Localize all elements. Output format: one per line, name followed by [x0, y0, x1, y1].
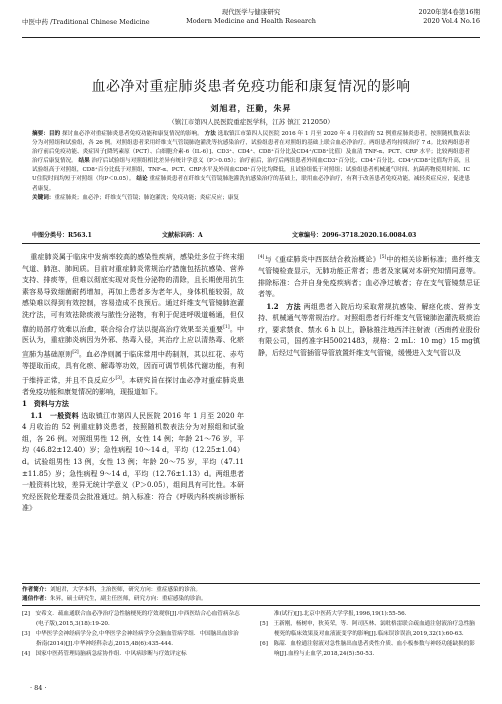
article-id: [292, 230, 416, 239]
intro-text-2: 。中医认为，重症肺炎病因为外邪、热毒入侵，其治疗上应以清热毒、化瘀宣肺为基础原则: [22, 324, 244, 359]
doc-code: [162, 230, 203, 239]
article-meta: [32, 230, 470, 239]
section-1-1-text: 选取镇江市第四人民医院 2016 年 1 月至 2020 年 4 月收治的 52 例重症肺炎患者，按照随机数表法分为对照组和试验组，各 26 例。对照组男性 12 例，女性 14 例；年龄 21～76 岁，平均（46.82±12.40）岁；急性病程 10～14 d，平均（12.25±1.04）d。试验组男性 13 例，女性 13 例；年龄 20～75 岁，平均（47.11±11.85）岁；急性病程 9～14 d，平均（12.76±1.13）d。两组患者一般资料比较，差异无统计学意义（P＞0.05），组间具有可比性。本研究经医院伦理委员会批准通过。纳入标准：符合《呼吸内科疾病诊断标准》: [22, 411, 245, 513]
section-1-1-cont: [258, 252, 480, 301]
id-label: 文章编号：: [292, 232, 323, 239]
abstract-label: 摘要：: [32, 131, 49, 137]
reference-item: [3] 中华医学会神经病学分会,中华医学会神经病学分会脑血管病学组．中国脑出血诊治指南(2014)[J].中华神经科杂志,2015,48(6):435-444.: [22, 631, 239, 647]
keywords-label: 关键词：: [32, 194, 55, 201]
clc-value: R563.1: [68, 232, 92, 239]
section-heading-1: 1 资料与方法: [22, 399, 69, 409]
reference-item: [6] 陈韶．血栓通注射液对急性脑出血患者炎性介质、血小板参数与神经功能缺损的影响[J].血栓与止血学,2018,24(5):50-53.: [260, 641, 475, 657]
result-text: 治疗后试验组与对照组相比差异有统计学意义（P＞0.05）；治疗前后，治疗后两组患者外周血CD3⁺百分比、CD4⁺百分比、CD4⁺/CD8⁺比值均升高，且试验组高于对照组，CD8⁺百分比低于对照组，TNF-α、PCT、CRP水平及外周血CD8⁺百分比均降低，且试验组低于对照组；试验组患者机械通气时间、抗菌药物使用时间、ICU住院时间均短于对照组（均P＜0.05）。: [32, 158, 471, 183]
journal-title-en: Modern Medicine and Health Research: [186, 17, 316, 25]
abstract: [32, 130, 470, 203]
article-title: 血必净对重症肺炎患者免疫功能和康复情况的影响: [91, 79, 411, 95]
section-1-2: [258, 301, 480, 360]
body-column-left: [22, 252, 244, 515]
abstract-rule: [22, 243, 480, 244]
header-section: 中医中药 /Traditional Chinese Medicine: [22, 18, 150, 26]
doc-value: A: [198, 232, 203, 239]
author-footnote: [22, 586, 482, 604]
footnote-rule: [22, 583, 480, 584]
conclusion-text: 重症肺炎患者在纤维支气管镜肺泡灌洗抗感染治疗的基础上，联用血必净治疗，有利于改善患者免疫功能，减轻炎症反应，促进患者康复。: [32, 176, 470, 192]
keywords-text: 重症肺炎；血必净；纤维支气管镜；肺泡灌洗；免疫功能；炎症反应；康复: [54, 194, 239, 201]
intro-text-3: 。血必净则属于临床常用中药制剂，其以红花、赤芍等提取而成，具有化瘀、解毒等功效，因而可调节机体代谢功能，有利于维持正常，并且不良反应少: [22, 350, 244, 384]
aim-label: 目的: [48, 131, 61, 137]
reference-item: [2] 安希文．疏血通联合血必净治疗急性脑梗死的疗效观察[J].中西医结合心血管病杂志(电子版),2015,3(18):19-20.: [22, 611, 240, 627]
clc-code: [32, 230, 92, 239]
reference-item: [4] 国家中医药管理局脑病急症协作组．中风病诊断与疗效评定标: [22, 651, 187, 657]
section-1-1-heading: 1.1 一般资料: [30, 410, 79, 420]
intro-text-4: 。本研究旨在探讨血必净对重症肺炎患者免疫功能和康复情况的影响，现报道如下。: [22, 375, 244, 396]
section-1-1-text-3: 中的相关诊断标准；患纤维支气管镜检查显示，无肺功能正常者；患者及家属对本研究知情同意等。排除标准：合并自身免疫疾病者；血必净过敏者；存在支气管镜禁忌证者等。: [258, 255, 481, 299]
author-note: [22, 586, 482, 595]
page-number: · 84 ·: [30, 684, 47, 692]
corresponding-text: 朱昇，硕士研究生，副主任医师，研究方向：重症感染的诊治。: [49, 596, 207, 602]
header-issue: [419, 8, 480, 26]
running-header: [22, 8, 480, 34]
references-left: [22, 609, 242, 659]
section-1-1: [22, 410, 244, 515]
header-rule: [22, 37, 480, 38]
author-list: 刘旭君，汪勤，朱昇: [210, 103, 292, 113]
result-label: 结果: [78, 158, 90, 165]
doc-label: 文献标识码：: [162, 232, 199, 239]
body-column-right: [258, 252, 480, 360]
corresponding-label: 通信作者：: [22, 596, 50, 602]
author-note-label: 作者简介：: [22, 587, 50, 593]
journal-title-cn: 现代医学与健康研究: [221, 8, 281, 16]
citation-2: [2]: [72, 350, 79, 356]
issue-en: 2020 Vol.4 No.16: [423, 17, 480, 25]
intro-paragraph: [22, 252, 244, 398]
citation-1: [1]: [223, 324, 230, 330]
intro-text-1: 重症肺炎属于临床中发病率较高的感染性疾病，感染灶多位于终末细气道、肺泡、肺间质。目前对重症肺炎常规治疗措施包括抗感染、营养支持、排痰等，但难以彻底实现对炎性分泌物的清除，且长期使用抗生素容易导致细菌耐药增加，再加上患者多为老年人，身体机能较弱，故感染难以得到有效控制，容易造成不良预后。通过纤维支气管镜肺泡灌洗疗法，可有效祛除痰液与脓性分泌物，有利于促进呼吸道畅通，但仅靠的局部疗效难以治愈，联合综合疗法以提高治疗效果至关重要: [22, 253, 244, 333]
conclusion-label: 结论: [136, 176, 148, 183]
method-label: 方法: [204, 131, 216, 137]
citation-4: [4]: [258, 255, 265, 260]
reference-item: 准(试行)[J].北京中医药大学学报,1996,19(1):55-56.: [274, 611, 407, 617]
author-note-text: 刘旭君，大学本科，主治医师，研究方向：重症感染的诊治。: [49, 587, 202, 593]
references-rule: [22, 605, 480, 606]
reference-item: [5] 王新刚，杨树申，狄英荣，等．阿司匹林、氯吡格雷联合疏血通注射液治疗急性脑梗死的临床效果及对血液流变学的影响[J].临床误诊误治,2019,32(1):60-63.: [260, 621, 475, 637]
id-value: 2096-3718.2020.16.0084.03: [322, 232, 417, 239]
issue-cn: 2020年第4卷第16期: [418, 8, 480, 16]
corresponding-note: [22, 595, 482, 604]
citation-5: [5]: [379, 255, 387, 260]
aim-text: 探讨血必净对重症肺炎患者免疫功能和康复情况的影响。: [62, 131, 203, 137]
citation-3: [3]: [115, 375, 122, 381]
references-right: [260, 609, 480, 659]
section-1-2-text: 两组患者入院后均采取常规抗感染、解痉化痰、营养支持、机械通气等常规治疗。对照组患者行纤维支气管镜肺泡灌洗吸痰治疗，要求禁食、禁水 6 h 以上，静脉推注地西泮注射液（西南药业股份有限公司，国药准字H50021483，规格：2 mL：10 mg）15 mg镇静，后经过气管插管导管放置纤维支气管镜，缓慢进入支气管以及: [258, 302, 480, 358]
header-journal: [22, 8, 480, 26]
affiliation: （镇江市第四人民医院重症医学科，江苏 镇江 212050）: [168, 118, 334, 126]
section-1-1-text-2: 与《重症肺炎中西医结合救治概论》: [264, 255, 380, 264]
method-text: 选取镇江市第四人民医院 2016 年 1 月至 2020 年 4 月收治的 52 例重症肺炎患者，按照随机数表法分为对照组和试验组，各 26 例。对照组患者采用纤维支气管镜肺泡灌洗等抗感染治疗，试验组患者在对照组的基础上联合血必净治疗。两组患者均持续治疗 7 d。比较两组患者治疗前后免疫功能、炎症因子[降钙素原（PCT）、白细胞介素-6（IL-6）]、CD3⁺、CD4⁺、CD8⁺百分比及CD4⁺/CD8⁺比值）及血清 TNF-α、PCT、CRP 水平；比较两组患者治疗后康复情况。: [32, 131, 470, 165]
clc-label: 中图分类号：: [32, 232, 69, 239]
section-1-2-heading: 1.2 方法: [266, 301, 302, 311]
